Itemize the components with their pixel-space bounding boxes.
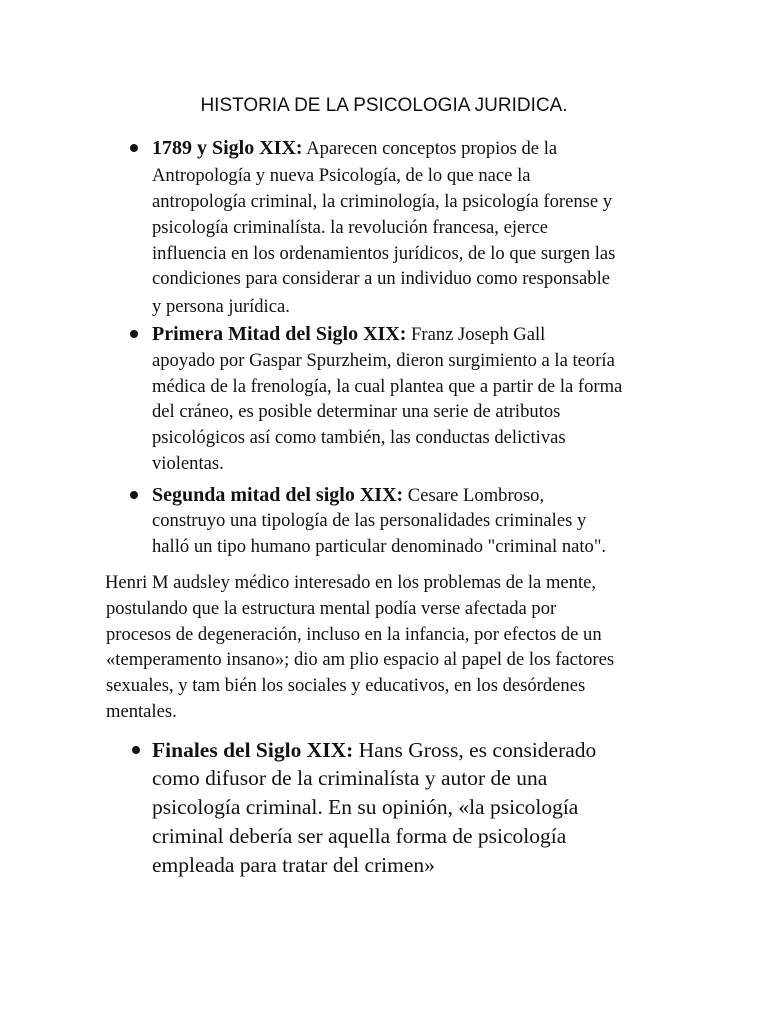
bullet-line: [152, 483, 544, 508]
bullet-line: influencia en los ordenamientos jurídicos, de lo que surgen las: [152, 243, 616, 264]
paragraph-line: «temperamento insano»; dio am plio espacio al papel de los factores: [106, 649, 615, 670]
paragraph-line: procesos de degeneración, incluso en la infancia, por efectos de un: [106, 624, 602, 645]
bullet-line: como difusor de la criminalísta y autor de una: [152, 766, 548, 790]
bullet-text: Aparecen conceptos propios de la: [302, 138, 558, 159]
bullet-line: construyo una tipología de las personalidades criminales y: [152, 510, 587, 531]
bullet-line: y persona jurídica.: [152, 296, 290, 317]
bullet-line: del cráneo, es posible determinar una serie de atributos: [152, 401, 561, 422]
bullet-dot-icon: [130, 144, 138, 152]
bullet-dot-icon: [130, 330, 138, 338]
paragraph-line: mentales.: [106, 701, 177, 722]
bullet-line: [152, 136, 557, 161]
paragraph-line: sexuales, y tam bién los sociales y educativos, en los desórdenes: [106, 675, 586, 696]
bullet-heading: Segunda mitad del siglo XIX:: [152, 484, 404, 506]
bullet-heading: 1789 y Siglo XIX:: [152, 137, 303, 159]
bullet-heading: Primera Mitad del Siglo XIX:: [152, 323, 407, 345]
bullet-line: halló un tipo humano particular denominado "criminal nato".: [152, 536, 607, 557]
bullet-line: psicología criminalísta. la revolución francesa, ejerce: [152, 217, 548, 238]
bullet-line: [152, 322, 545, 347]
bullet-heading: Finales del Siglo XIX:: [152, 738, 354, 762]
bullet-line: violentas.: [152, 453, 224, 474]
paragraph-line: Henri M audsley médico interesado en los problemas de la mente,: [105, 572, 597, 593]
paragraph-line: postulando que la estructura mental podía verse afectada por: [106, 598, 557, 619]
bullet-line: antropología criminal, la criminología, la psicología forense y: [152, 191, 613, 212]
bullet-text: Hans Gross, es considerado: [353, 738, 597, 762]
bullet-line: criminal debería ser aquella forma de psicología: [152, 824, 567, 848]
bullet-text: Cesare Lombroso,: [403, 485, 545, 506]
bullet-line: médica de la frenología, la cual plantea que a partir de la forma: [152, 376, 623, 397]
bullet-line: condiciones para considerar a un individuo como responsable: [152, 268, 610, 289]
bullet-text: Franz Joseph Gall: [406, 324, 546, 345]
bullet-line: Antropología y nueva Psicología, de lo que nace la: [152, 165, 531, 186]
bullet-line: apoyado por Gaspar Spurzheim, dieron surgimiento a la teoría: [152, 350, 615, 371]
bullet-line: empleada para tratar del crimen»: [152, 853, 435, 877]
bullet-line: [152, 736, 596, 764]
bullet-line: psicología criminal. En su opinión, «la psicología: [152, 795, 579, 819]
document-title: HISTORIA DE LA PSICOLOGIA JURIDICA.: [200, 95, 568, 116]
bullet-dot-icon: [130, 491, 138, 499]
bullet-dot-icon: [132, 746, 140, 754]
bullet-line: psicológicos así como también, las conductas delictivas: [152, 427, 566, 448]
